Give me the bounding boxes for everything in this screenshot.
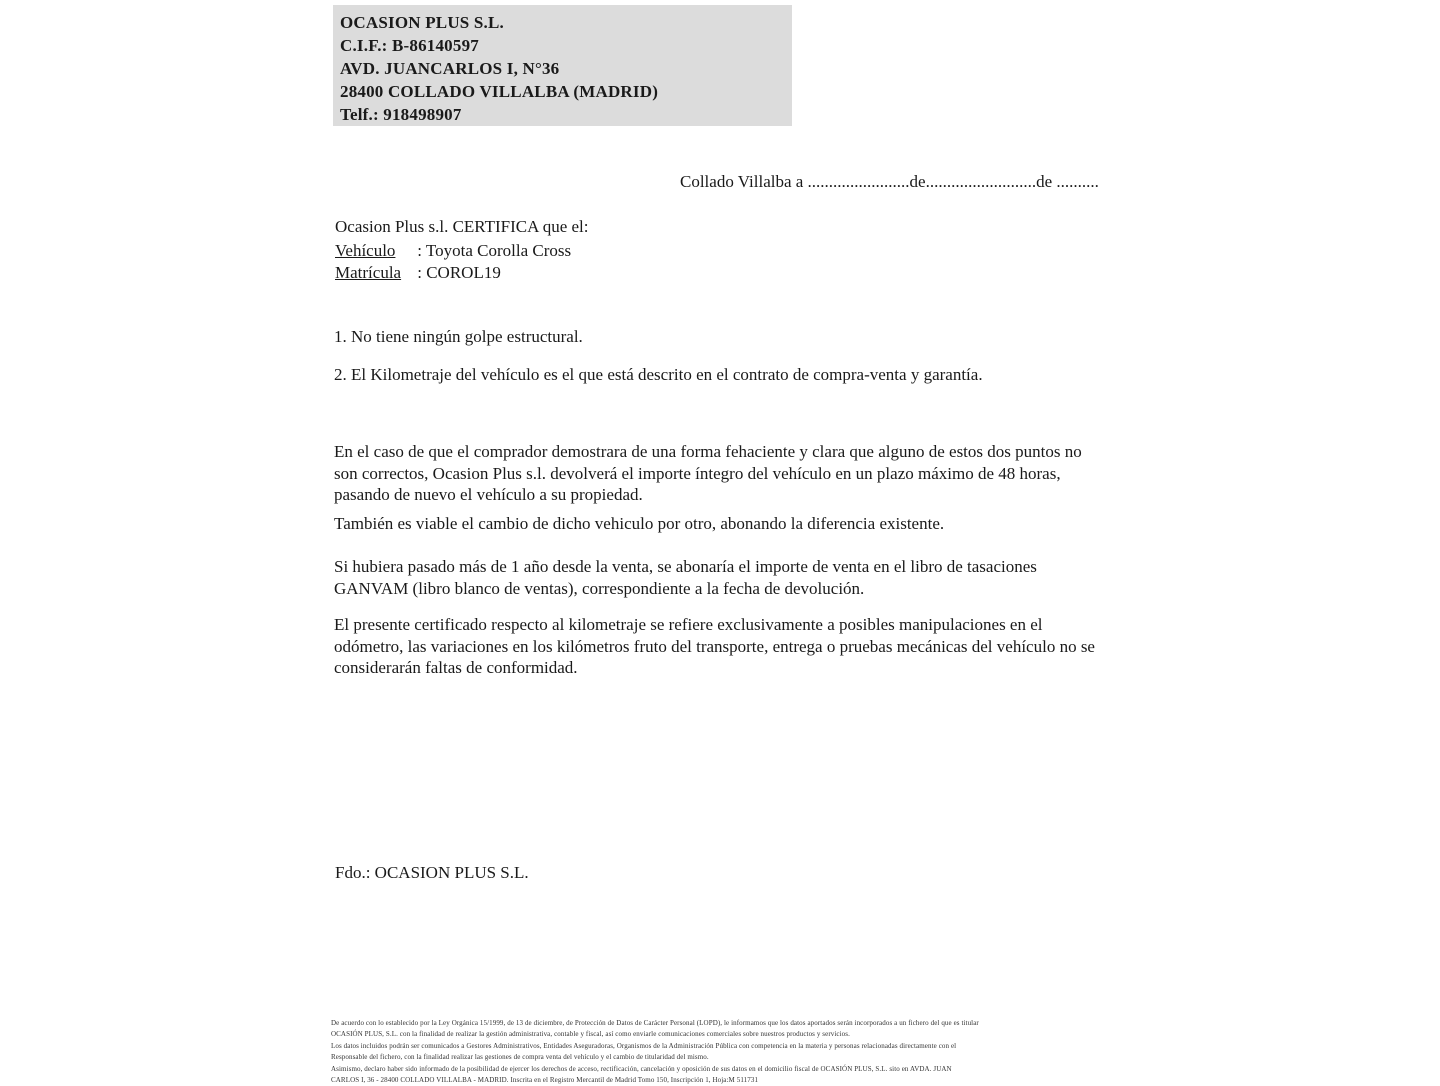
plate-label: Matrícula xyxy=(335,263,402,282)
plate-row xyxy=(335,263,501,283)
vehicle-row xyxy=(335,241,571,261)
date-fill-in-line: Collado Villalba a ........................de..........................de .......... xyxy=(680,172,1099,191)
legal-footer-line: Asimismo, declaro haber sido informado de la posibilidad de ejercer los derechos de acceso, rectificación, cancelación y oposición de sus datos en el domicilio fiscal de OCASIÓN PLUS, S.L. sito en AVDA. JUAN xyxy=(331,1064,952,1073)
legal-footer-line: OCASIÓN PLUS, S.L. con la finalidad de realizar la gestión administrativa, contable y fiscal, así como enviarle comunicaciones comerciales sobre nuestros productos y servicios. xyxy=(331,1030,850,1039)
vehicle-label: Vehículo xyxy=(335,241,396,260)
vehicle-value: : Toyota Corolla Cross xyxy=(417,241,572,260)
plate-value: : COROL19 xyxy=(417,263,501,282)
company-name: OCASION PLUS S.L. xyxy=(340,13,504,32)
legal-footer-line: Los datos incluidos podrán ser comunicados a Gestores Administrativos, Entidades Aseguradoras, Organismos de la Administración Pública con competencia en la materia y personas relacionadas directamente con el xyxy=(331,1041,957,1050)
legal-footer xyxy=(331,1018,1121,1086)
company-cif: C.I.F.: B-86140597 xyxy=(340,36,479,55)
company-address: AVD. JUANCARLOS I, N°36 xyxy=(340,59,560,78)
company-city: 28400 COLLADO VILLALBA (MADRID) xyxy=(340,82,659,101)
signature-line: Fdo.: OCASION PLUS S.L. xyxy=(335,863,529,882)
certification-intro: Ocasion Plus s.l. CERTIFICA que el: xyxy=(335,217,589,236)
company-header-block xyxy=(333,5,792,126)
company-phone: Telf.: 918498907 xyxy=(340,105,462,124)
paragraph-refund-clause: En el caso de que el comprador demostrara de una forma fehaciente y clara que alguno de estos dos puntos no son correctos, Ocasion Plus s.l. devolverá el importe íntegro del vehículo en un plazo máximo de 48 horas, pasando de nuevo el vehículo a su propiedad. xyxy=(334,442,1082,504)
legal-footer-line: Responsable del fichero, con la finalidad realizar las gestiones de compra venta del vehículo y el cambio de titularidad del mismo. xyxy=(331,1053,709,1062)
paragraph-exchange-clause: También es viable el cambio de dicho vehiculo por otro, abonando la diferencia existente. xyxy=(334,514,945,533)
legal-footer-line: CARLOS I, 36 - 28400 COLLADO VILLALBA - MADRID. Inscrita en el Registro Mercantil de Madrid Tomo 150, Inscripción 1, Hoja:M 511731 xyxy=(331,1076,759,1085)
certified-point-1: 1. No tiene ningún golpe estructural. xyxy=(334,327,583,346)
legal-footer-line: De acuerdo con lo establecido por la Ley Orgánica 15/1999, de 13 de diciembre, de Protección de Datos de Carácter Personal (LOPD), le informamos que los datos aportados serán incorporados a un fichero del que es titular xyxy=(331,1019,979,1027)
paragraph-ganvam-clause: Si hubiera pasado más de 1 año desde la venta, se abonaría el importe de venta en el libro de tasaciones GANVAM (libro blanco de ventas), correspondiente a la fecha de devolución. xyxy=(334,557,1037,598)
certified-point-2: 2. El Kilometraje del vehículo es el que está descrito en el contrato de compra-venta y garantía. xyxy=(334,365,983,384)
paragraph-odometer-clause: El presente certificado respecto al kilometraje se refiere exclusivamente a posibles manipulaciones en el odómetro, las variaciones en los kilómetros fruto del transporte, entrega o pruebas mecánicas del vehículo no se considerarán faltas de conformidad. xyxy=(334,615,1095,677)
